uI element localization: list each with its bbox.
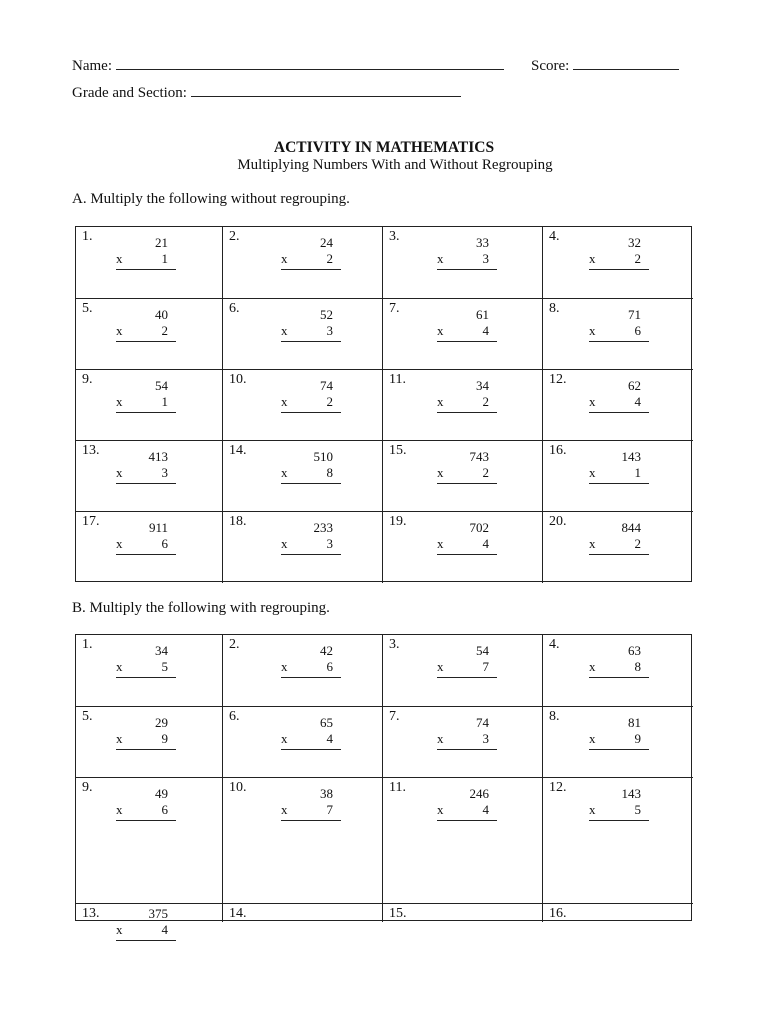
multiplier: 4 [482,323,489,338]
multiplicand: 233 [313,520,333,535]
problem-number: 6. [229,301,240,316]
times-sign: x [589,731,596,746]
problem-number: 4. [549,637,560,652]
multiplicand: 54 [476,643,489,658]
score-blank-line[interactable] [573,57,679,70]
multiplicand: 63 [628,643,641,658]
times-sign: x [281,731,288,746]
multiplier: 2 [482,394,489,409]
problem-cell[interactable] [383,370,543,441]
multiplier: 4 [482,536,489,551]
times-sign: x [281,659,288,674]
problem-cell[interactable] [543,299,693,370]
times-sign: x [437,659,444,674]
problem-number: 2. [229,637,240,652]
multiplicand: 61 [476,307,489,322]
multiplicand: 42 [320,643,333,658]
grade-section-label: Grade and Section: [72,85,187,101]
problem-number: 8. [549,301,560,316]
times-sign: x [589,394,596,409]
name-label: Name: [72,58,112,74]
grade-section-field[interactable] [72,84,461,102]
times-sign: x [116,394,123,409]
multiplier: 2 [326,251,333,266]
multiplier: 7 [482,659,489,674]
multiplier: 6 [161,536,168,551]
problem-number: 3. [389,637,400,652]
times-sign: x [437,731,444,746]
problem-cell[interactable] [76,778,223,904]
page-subtitle: Multiplying Numbers With and Without Regrouping [237,157,553,173]
times-sign: x [281,465,288,480]
problem-number: 14. [229,443,247,458]
multiplicand: 413 [148,449,168,464]
problem-cell[interactable] [543,635,693,707]
problem-cell[interactable] [543,370,693,441]
problem-number: 3. [389,229,400,244]
multiplier: 3 [326,323,333,338]
multiplier: 4 [161,922,168,937]
times-sign: x [589,465,596,480]
problem-number: 11. [389,372,406,387]
name-blank-line[interactable] [116,57,504,70]
problem-number: 7. [389,301,400,316]
problem-cell[interactable] [76,299,223,370]
problem-number: 15. [389,443,407,458]
multiplicand: 40 [155,307,168,322]
multiplicand: 844 [621,520,641,535]
multiplicand: 32 [628,235,641,250]
problem-number: 5. [82,709,93,724]
multiplier: 8 [634,659,641,674]
multiplicand: 52 [320,307,333,322]
multiplier: 3 [482,731,489,746]
section-b-grid [75,634,692,937]
multiplicand: 143 [621,449,641,464]
problem-cell[interactable] [223,441,383,512]
times-sign: x [116,922,123,937]
problem-number: 16. [549,906,567,921]
multiplicand: 21 [155,235,168,250]
times-sign: x [589,323,596,338]
problem-number: 6. [229,709,240,724]
problem-number: 1. [82,637,93,652]
times-sign: x [589,536,596,551]
problem-number: 16. [549,443,567,458]
name-field[interactable] [72,57,504,75]
multiplier: 4 [326,731,333,746]
section-b-instruction: B. Multiply the following with regrouping. [72,600,330,616]
problem-cell[interactable] [223,227,383,299]
problem-number: 2. [229,229,240,244]
problem-cell[interactable] [223,299,383,370]
times-sign: x [437,802,444,817]
problem-cell[interactable] [543,778,693,904]
problem-number: 14. [229,906,247,921]
multiplier: 2 [634,536,641,551]
times-sign: x [281,536,288,551]
times-sign: x [281,323,288,338]
problem-number: 10. [229,780,247,795]
multiplicand: 38 [320,786,333,801]
problem-number: 1. [82,229,93,244]
multiplier: 2 [161,323,168,338]
multiplicand: 24 [320,235,333,250]
multiplier: 8 [326,465,333,480]
problem-cell[interactable] [223,512,383,583]
times-sign: x [281,802,288,817]
problem-number: 15. [389,906,407,921]
problem-cell[interactable] [543,441,693,512]
multiplicand: 65 [320,715,333,730]
times-sign: x [281,394,288,409]
problem-cell[interactable] [543,904,693,922]
multiplicand: 29 [155,715,168,730]
score-field[interactable] [531,57,679,75]
problem-cell[interactable] [76,635,223,707]
multiplicand: 375 [148,906,168,921]
problem-cell[interactable] [383,441,543,512]
problem-cell[interactable] [383,227,543,299]
multiplier: 1 [161,394,168,409]
times-sign: x [437,323,444,338]
multiplicand: 34 [476,378,489,393]
problem-number: 12. [549,780,567,795]
problem-number: 19. [389,514,407,529]
times-sign: x [116,323,123,338]
problem-cell[interactable] [76,904,223,937]
problem-cell[interactable] [223,904,383,922]
times-sign: x [116,465,123,480]
multiplier: 5 [634,802,641,817]
problem-cell[interactable] [383,299,543,370]
problem-cell[interactable] [76,227,223,299]
multiplicand: 62 [628,378,641,393]
times-sign: x [437,394,444,409]
times-sign: x [589,251,596,266]
problem-number: 11. [389,780,406,795]
multiplicand: 71 [628,307,641,322]
times-sign: x [116,536,123,551]
multiplier: 3 [482,251,489,266]
multiplicand: 510 [313,449,333,464]
times-sign: x [116,251,123,266]
multiplicand: 54 [155,378,168,393]
times-sign: x [437,536,444,551]
problem-number: 20. [549,514,567,529]
problem-cell[interactable] [543,227,693,299]
problem-cell[interactable] [383,512,543,583]
multiplier: 2 [482,465,489,480]
multiplier: 2 [326,394,333,409]
score-label: Score: [531,58,570,74]
problem-number: 5. [82,301,93,316]
multiplier: 4 [634,394,641,409]
multiplicand: 143 [621,786,641,801]
problem-number: 17. [82,514,100,529]
multiplier: 4 [482,802,489,817]
problem-cell[interactable] [76,370,223,441]
problem-cell[interactable] [76,441,223,512]
multiplier: 9 [634,731,641,746]
times-sign: x [116,659,123,674]
problem-cell[interactable] [223,370,383,441]
times-sign: x [437,251,444,266]
problem-number: 10. [229,372,247,387]
times-sign: x [437,465,444,480]
problem-number: 12. [549,372,567,387]
problem-cell[interactable] [383,904,543,922]
multiplicand: 246 [469,786,489,801]
multiplier: 6 [161,802,168,817]
problem-number: 8. [549,709,560,724]
grade-section-blank-line[interactable] [191,84,461,97]
multiplicand: 74 [320,378,333,393]
multiplier: 6 [326,659,333,674]
multiplicand: 743 [469,449,489,464]
times-sign: x [116,731,123,746]
multiplicand: 74 [476,715,489,730]
multiplier: 1 [161,251,168,266]
section-a-instruction: A. Multiply the following without regrouping. [72,191,350,207]
multiplier: 1 [634,465,641,480]
multiplier: 5 [161,659,168,674]
page-title: ACTIVITY IN MATHEMATICS [273,139,495,156]
times-sign: x [589,659,596,674]
multiplier: 7 [326,802,333,817]
problem-number: 4. [549,229,560,244]
problem-cell[interactable] [383,778,543,904]
problem-cell[interactable] [543,707,693,778]
problem-cell[interactable] [383,707,543,778]
multiplicand: 81 [628,715,641,730]
problem-number: 7. [389,709,400,724]
multiplier: 2 [634,251,641,266]
multiplier: 3 [326,536,333,551]
multiplicand: 33 [476,235,489,250]
multiplicand: 34 [155,643,168,658]
problem-number: 9. [82,780,93,795]
problem-cell[interactable] [223,635,383,707]
multiplicand: 911 [148,520,168,535]
problem-cell[interactable] [223,707,383,778]
times-sign: x [281,251,288,266]
multiplier: 3 [161,465,168,480]
problem-number: 18. [229,514,247,529]
multiplicand: 49 [155,786,168,801]
problem-number: 13. [82,443,100,458]
times-sign: x [116,802,123,817]
problem-cell[interactable] [383,635,543,707]
problem-number: 9. [82,372,93,387]
section-a-grid [75,226,692,582]
multiplier: 9 [161,731,168,746]
problem-cell[interactable] [543,512,693,583]
problem-cell[interactable] [76,707,223,778]
times-sign: x [589,802,596,817]
problem-number: 13. [82,906,100,921]
problem-cell[interactable] [223,778,383,904]
multiplicand: 702 [469,520,489,535]
multiplier: 6 [634,323,641,338]
problem-cell[interactable] [76,512,223,583]
